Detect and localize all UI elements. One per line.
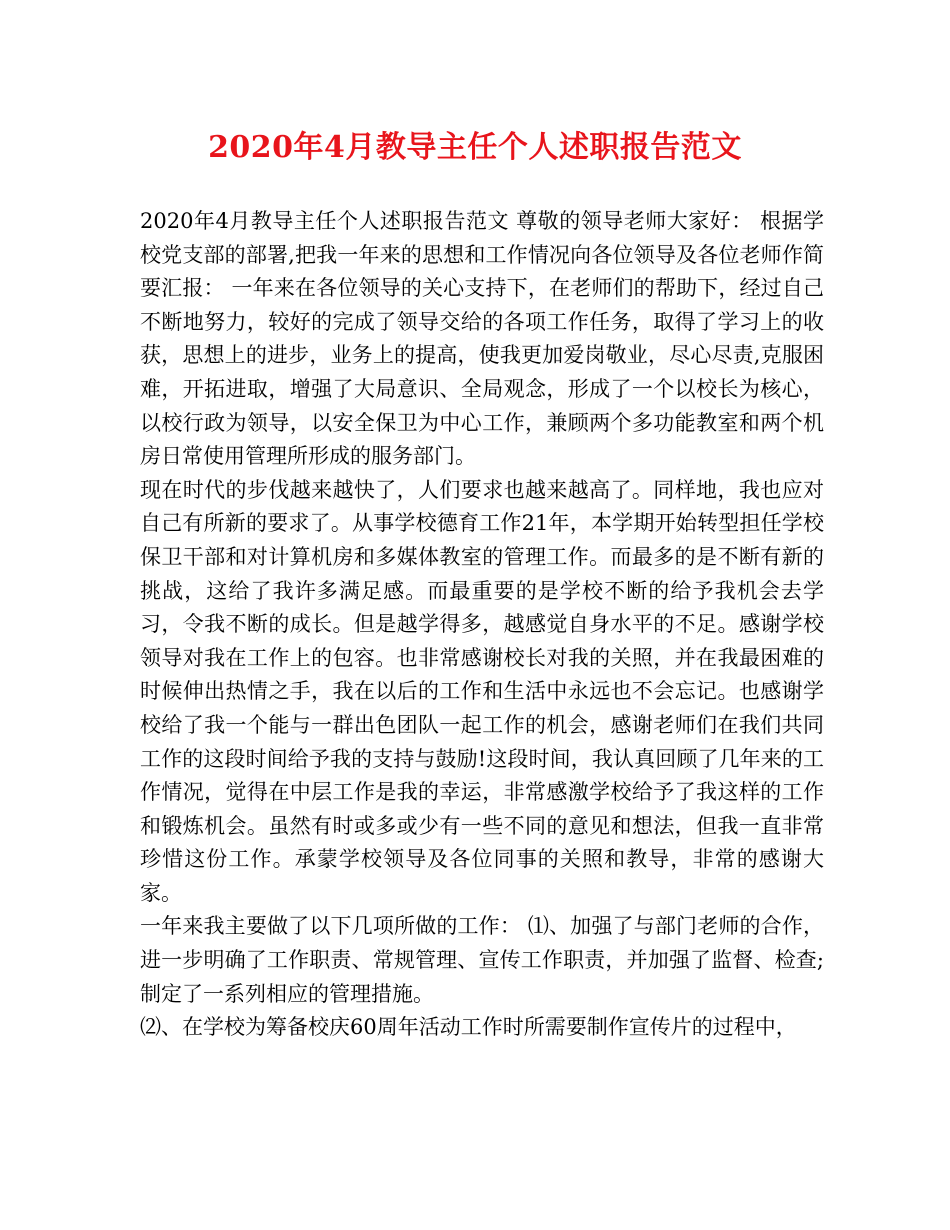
paragraph-1: 2020年4月教导主任个人述职报告范文 尊敬的领导老师大家好： 根据学校党支部的部署,把我一年来的思想和工作情况向各位领导及各位老师作简要汇报： 一年来在各位领导的关心支持下，在老师们的帮助下，经过自己不断地努力，较好的完成了领导交给的各项工作任务，取得了学习上的收获，思想上的进步，业务上的提高，使我更加爱岗敬业，尽心尽责,克服困难，开拓进取，增强了大局意识、全局观念，形成了一个以校长为核心，以校行政为领导，以安全保卫为中心工作，兼顾两个多功能教室和两个机房日常使用管理所形成的服务部门。 <box>140 209 824 469</box>
paragraph-2: 现在时代的步伐越来越快了，人们要求也越来越高了。同样地，我也应对自己有所新的要求了。从事学校德育工作21年，本学期开始转型担任学校保卫干部和对计算机房和多媒体教室的管理工作。而最多的是不断有新的挑战，这给了我许多满足感。而最重要的是学校不断的给予我机会去学习，令我不断的成长。但是越学得多，越感觉自身水平的不足。感谢学校领导对我在工作上的包容。也非常感谢校长对我的关照，并在我最困难的时候伸出热情之手，我在以后的工作和生活中永远也不会忘记。也感谢学校给了我一个能与一群出色团队一起工作的机会，感谢老师们在我们共同工作的这段时间给予我的支持与鼓励!这段时间，我认真回顾了几年来的工作情况，觉得在中层工作是我的幸运，非常感激学校给予了我这样的工作和锻炼机会。虽然有时或多或少有一些不同的意见和想法，但我一直非常珍惜这份工作。承蒙学校领导及各位同事的关照和教导，非常的感谢大家。 <box>140 477 824 905</box>
document-body <box>140 205 824 1045</box>
paragraph-4: ⑵、在学校为筹备校庆60周年活动工作时所需要制作宣传片的过程中， <box>140 1015 797 1040</box>
paragraph-3: 一年来我主要做了以下几项所做的工作： ⑴、加强了与部门老师的合作，进一步明确了工作职责、常规管理、宣传工作职责，并加强了监督、检查;制定了一系列相应的管理措施。 <box>140 914 824 1006</box>
page-title: 2020年4月教导主任个人述职报告范文 <box>208 130 742 165</box>
